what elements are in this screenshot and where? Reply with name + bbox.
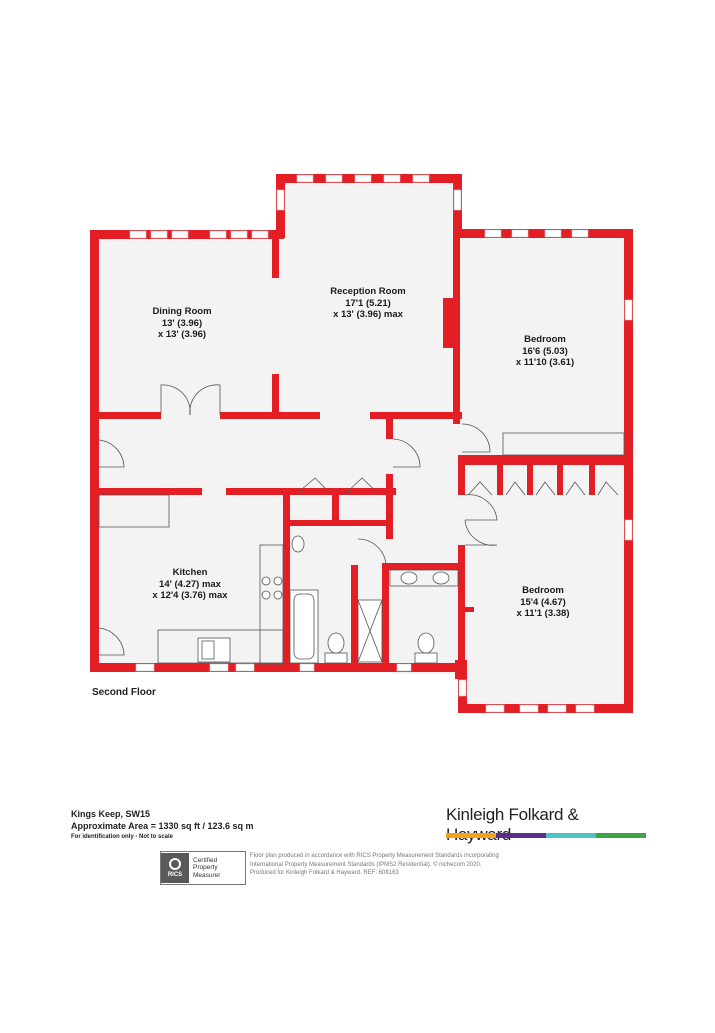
brand-name: Kinleigh Folkard & <box>446 805 579 824</box>
room-dimension: 15'4 (4.67) <box>520 596 566 608</box>
brand-bar-segment <box>446 833 496 838</box>
room-dimension: x 13' (3.96) max <box>333 309 403 320</box>
room-dimension: x 13' (3.96) <box>157 329 207 340</box>
disclaimer-line: International Property Measurement Standards (IPMS2 Residential). © nichecom 2020. <box>250 861 482 868</box>
brand-bar-segment <box>546 833 596 838</box>
room-label-dining <box>132 306 232 341</box>
room-name: Dining Room <box>152 306 212 317</box>
room-name: Kitchen <box>172 567 208 578</box>
rics-certification <box>160 851 246 885</box>
disclaimer-line: Floor plan produced in accordance with RICS Property Measurement Standards incorporating <box>250 853 499 859</box>
room-name: Bedroom <box>522 585 564 596</box>
certification-line: Certified <box>193 856 218 864</box>
brand-color-bar <box>446 833 646 838</box>
rics-badge-text: RICS <box>167 872 183 878</box>
brand-bar-segment <box>496 833 546 838</box>
room-dimension: 16'6 (5.03) <box>522 345 568 357</box>
room-dimension: 17'1 (5.21) <box>345 297 391 309</box>
rics-logo-icon <box>161 853 189 883</box>
certification-text <box>189 857 220 880</box>
certification-line: Property <box>193 864 218 872</box>
room-label-kitchen <box>135 567 245 602</box>
room-dimension: x 11'10 (3.61) <box>515 357 575 368</box>
property-address: Kings Keep, SW15 <box>71 809 151 819</box>
scale-note: For identification only - Not to scale <box>71 834 174 840</box>
certification-line: Measurer <box>193 871 221 879</box>
room-label-bedroom-2 <box>488 585 598 620</box>
room-label-bedroom-1 <box>490 334 600 369</box>
room-dimension: x 12'4 (3.76) max <box>152 590 228 601</box>
room-dimension: 14' (4.27) max <box>159 578 221 590</box>
disclaimer-line: Produced for Kinleigh Folkard & Hayward. REF: 608163 <box>250 870 399 876</box>
room-name: Bedroom <box>524 334 566 345</box>
property-info <box>71 808 254 842</box>
room-dimension: 13' (3.96) <box>161 317 203 329</box>
floor-label: Second Floor <box>92 687 156 698</box>
room-name: Reception Room <box>330 286 406 297</box>
brand-bar-segment <box>596 833 646 838</box>
property-area: Approximate Area = 1330 sq ft / 123.6 sq m <box>71 821 254 831</box>
room-label-reception <box>308 286 428 321</box>
room-dimension: x 11'1 (3.38) <box>516 608 570 619</box>
disclaimer <box>250 852 570 878</box>
